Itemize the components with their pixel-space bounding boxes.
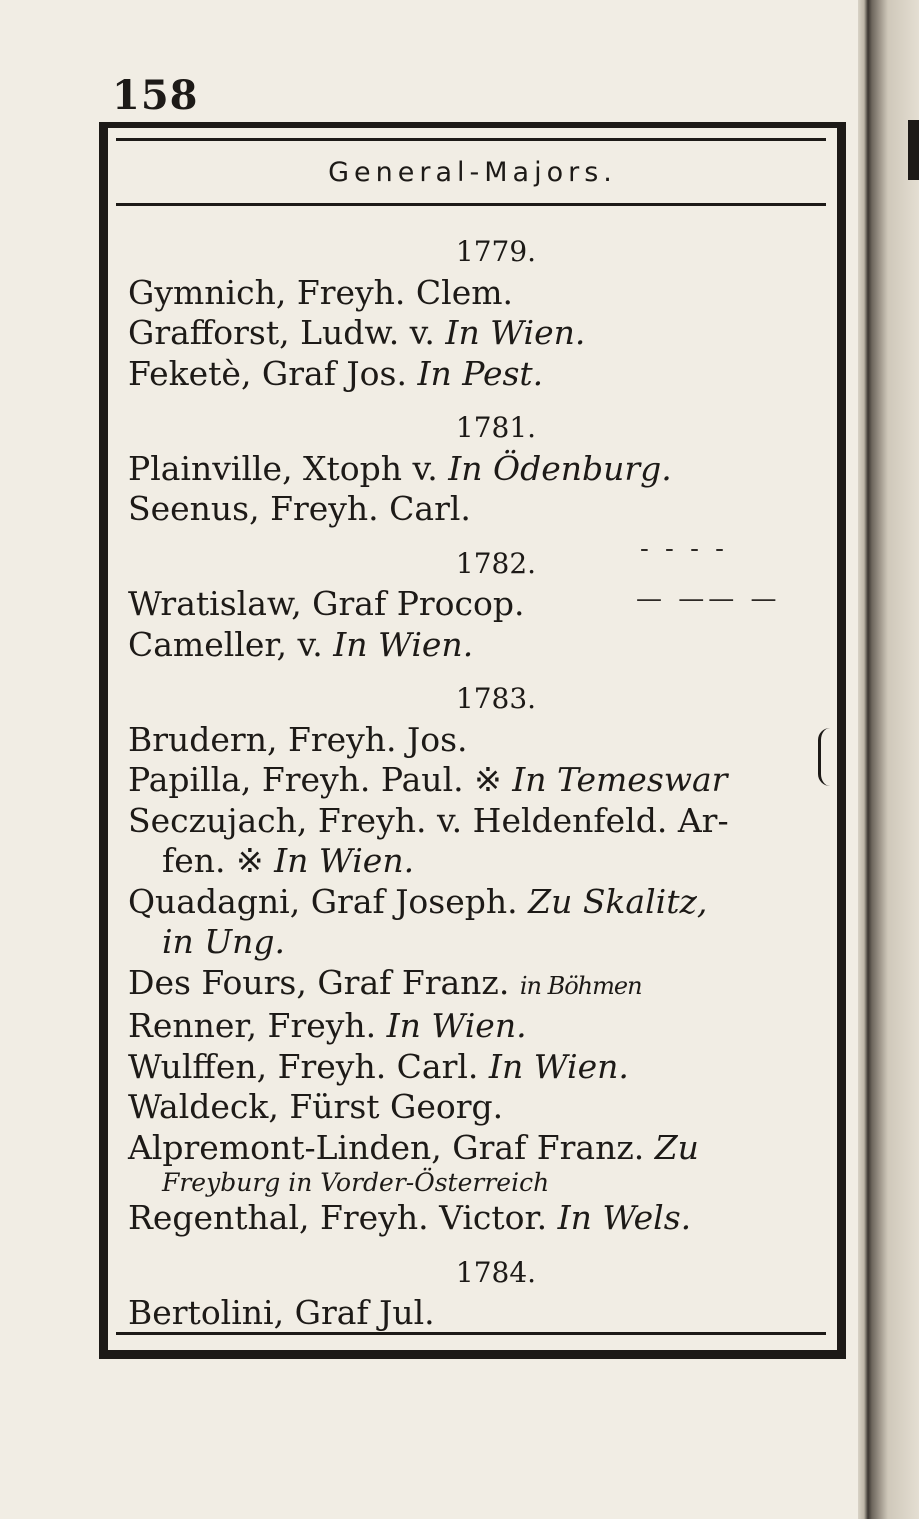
entry-location: In Temeswar (512, 760, 728, 799)
entry-continuation (128, 841, 828, 882)
roster-entry (128, 720, 828, 761)
entry-location: In Wien. (488, 1046, 629, 1086)
entry-location: In Wien. (445, 313, 586, 352)
entry-name: Papilla, Freyh. Paul. ※ (128, 760, 502, 799)
year-heading: 1781. (455, 411, 537, 444)
entry-location: In Wien. (386, 1006, 527, 1045)
facing-page-edge (908, 120, 919, 180)
roster-entry (128, 449, 828, 490)
roster-list (128, 232, 828, 1334)
year-heading: 1782. (455, 546, 537, 580)
entry-name: Wratislaw, Graf Procop. (128, 584, 525, 623)
entry-name: Feketè, Graf Jos. (128, 353, 407, 393)
page-header: General-Majors. (328, 157, 617, 188)
entry-name: Plainville, Xtoph v. (128, 448, 438, 488)
entry-name: Brudern, Freyh. Jos. (128, 719, 468, 759)
section-gap (128, 1239, 828, 1253)
entry-location: In Wels. (557, 1198, 692, 1237)
roster-entry (128, 801, 828, 842)
roster-entry (128, 1198, 828, 1239)
section-gap (128, 665, 828, 679)
entry-continuation (128, 1168, 828, 1198)
entry-location: Zu Skalitz, (528, 881, 708, 921)
margin-bracket (818, 728, 831, 786)
roster-entry (128, 1293, 828, 1334)
roster-entry (128, 760, 828, 801)
handwritten-annotation: in Böhmen (519, 971, 642, 1000)
section-gap (128, 394, 828, 408)
entry-name: fen. ※ (162, 841, 264, 880)
entry-location: in Ung. (162, 922, 285, 961)
margin-dashes: — —— — (636, 584, 781, 614)
roster-entry (128, 882, 828, 923)
entry-name: Seenus, Freyh. Carl. (128, 489, 471, 528)
entry-name: Regenthal, Freyh. Victor. (128, 1198, 548, 1237)
roster-entry (128, 354, 828, 395)
roster-entry (128, 1047, 828, 1088)
entry-name: Alpremont-Linden, Graf Franz. (128, 1127, 645, 1167)
roster-entry (128, 1006, 828, 1047)
roster-entry (128, 1128, 828, 1169)
entry-name: Seczujach, Freyh. v. Heldenfeld. Ar- (128, 800, 729, 840)
entry-name: Cameller, v. (128, 624, 323, 664)
entry-name: Waldeck, Fürst Georg. (128, 1087, 504, 1126)
entry-location: In Ödenburg. (448, 448, 672, 488)
year-heading: 1779. (455, 235, 537, 268)
roster-entry (128, 489, 828, 530)
roster-entry (128, 273, 828, 314)
header-rule (116, 203, 826, 206)
roster-entry (128, 625, 828, 666)
entry-name: Quadagni, Graf Joseph. (128, 881, 518, 921)
entry-location: In Wien. (333, 624, 474, 664)
entry-name: Renner, Freyh. (128, 1006, 377, 1045)
entry-location: In Wien. (274, 841, 415, 880)
entry-location: Freyburg in Vorder-Österreich (162, 1168, 550, 1197)
roster-entry (128, 1087, 828, 1128)
roster-entry (128, 963, 828, 1007)
entry-location: In Pest. (417, 353, 544, 393)
year-heading: 1784. (455, 1255, 537, 1289)
book-gutter (858, 0, 919, 1519)
page-number: 158 (112, 72, 199, 119)
roster-entry (128, 313, 828, 354)
entry-name: Gymnich, Freyh. Clem. (128, 272, 514, 312)
year-heading: 1783. (455, 682, 537, 715)
entry-name: Wulffen, Freyh. Carl. (128, 1046, 479, 1086)
entry-location: Zu (654, 1127, 699, 1167)
entry-continuation (128, 922, 828, 963)
frame-inner-top-rule (116, 138, 826, 141)
entry-name: Grafforst, Ludw. v. (128, 313, 435, 352)
entry-name: Des Fours, Graf Franz. (128, 962, 510, 1002)
entry-name: Bertolini, Graf Jul. (128, 1293, 435, 1332)
margin-dashes: - - - - (640, 534, 728, 564)
